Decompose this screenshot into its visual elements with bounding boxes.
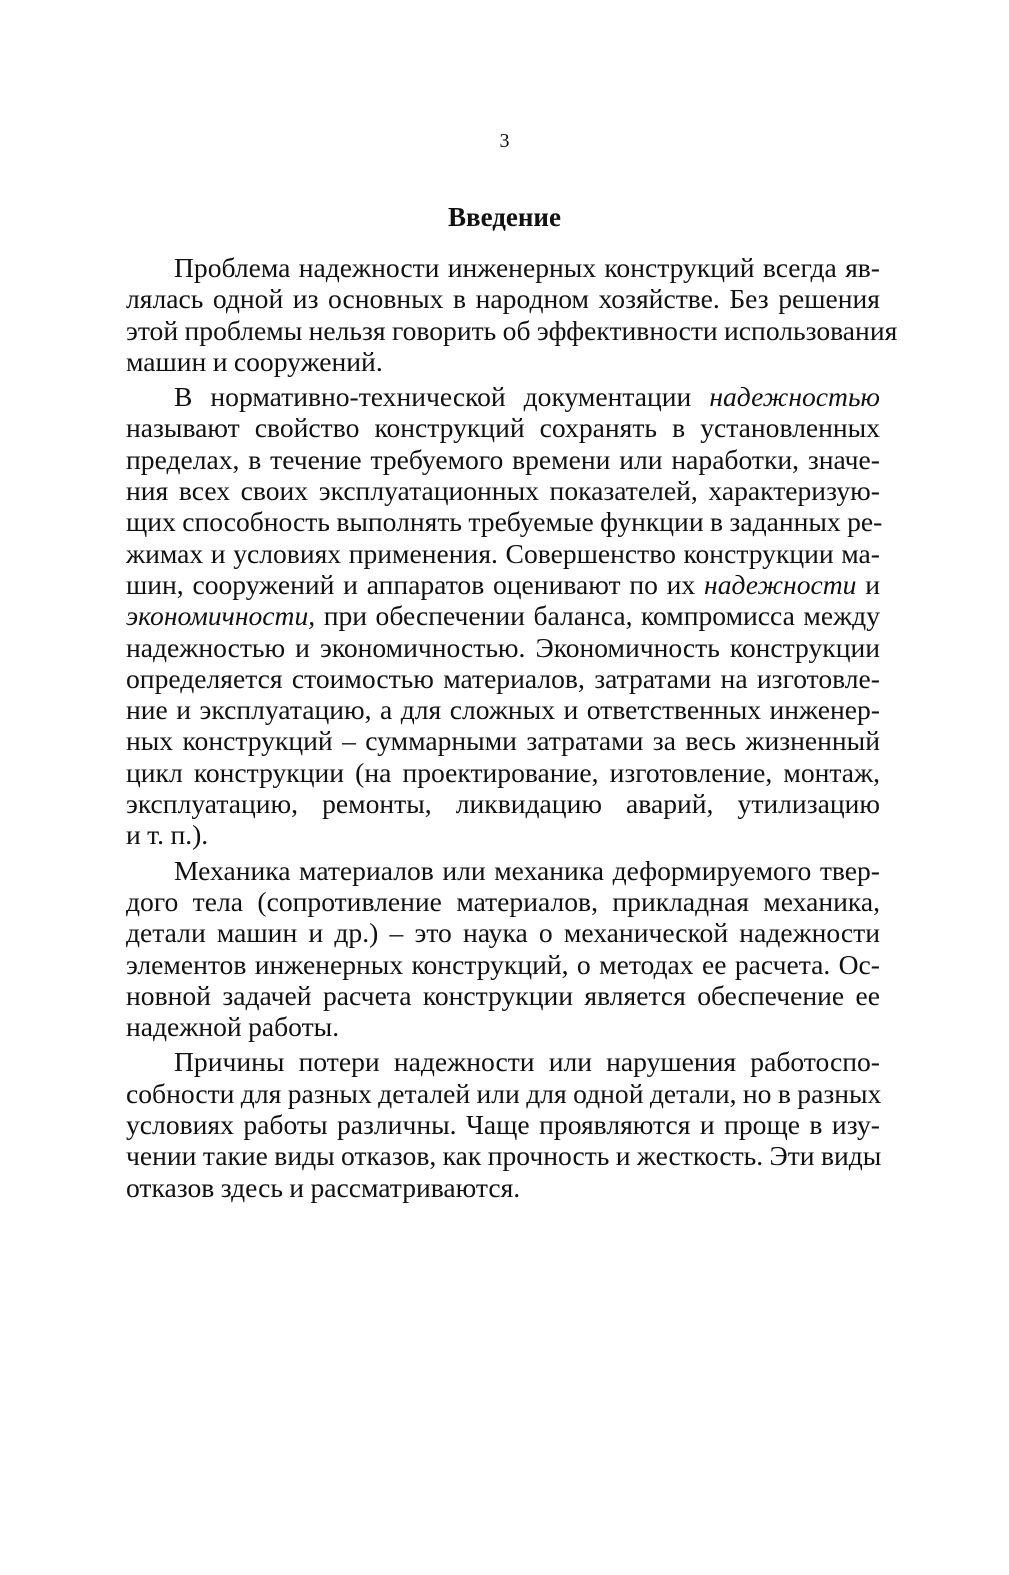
emphasized-term: экономичности, (126, 600, 316, 632)
text-line: машин и сооружений. (126, 345, 383, 377)
text-line: и т. п.). (126, 819, 209, 851)
paragraph (126, 1046, 880, 1202)
text-line: В нормативно-технической документации надежностью (174, 381, 880, 413)
text-line: экономичности, при обеспечении баланса, компромисса между (126, 600, 880, 632)
text-line: пределах, в течение требуемого времени или наработки, значе- (126, 443, 880, 475)
paragraph (126, 381, 883, 851)
text-line: отказов здесь и рассматриваются. (126, 1171, 521, 1203)
text-line: Механика материалов или механика деформируемого твер- (174, 854, 880, 886)
body-text (126, 252, 898, 1203)
text-line: новной задачей расчета конструкции является обеспечение ее (126, 979, 880, 1011)
text-line: чении такие виды отказов, как прочность и жесткость. Эти виды (126, 1140, 882, 1172)
text-line: этой проблемы нельзя говорить об эффективности использования (126, 314, 898, 346)
text-line: собности для разных деталей или для одной детали, но в разных (126, 1077, 882, 1109)
text-line: жимах и условиях применения. Совершенство конструкции ма- (126, 537, 880, 569)
text-line: шин, сооружений и аппаратов оценивают по их надежности и (126, 568, 881, 600)
text-line: условиях работы различны. Чаще проявляются и проще в изу- (126, 1109, 880, 1141)
emphasized-term: надежностью (709, 381, 880, 413)
text-line: ных конструкций – суммарными затратами за весь жизненный (126, 725, 880, 757)
page-number: 3 (499, 130, 510, 152)
text-line: цикл конструкции (на проектирование, изготовление, монтаж, (126, 756, 880, 788)
text-line: Проблема надежности инженерных конструкций всегда яв- (174, 252, 880, 283)
text-line: надежностью и экономичностью. Экономичность конструкции (126, 631, 880, 663)
paragraph (126, 855, 880, 1043)
text-line: называют свойство конструкций сохранять в установленных (126, 412, 880, 444)
text-line: ние и эксплуатацию, а для сложных и ответственных инженер- (126, 694, 880, 726)
text-line: надежной работы. (126, 1011, 340, 1043)
text-line: лялась одной из основных в народном хозяйстве. Без решения (126, 283, 880, 315)
text-line: дого тела (сопротивление материалов, прикладная механика, (126, 885, 880, 917)
text-line: детали машин и др.) – это наука о механической надежности (126, 917, 880, 949)
text-line: эксплуатацию, ремонты, ликвидацию аварий, утилизацию (126, 788, 880, 820)
paragraph (126, 252, 898, 377)
section-title: Введение (448, 202, 561, 232)
text-line: щих способность выполнять требуемые функции в заданных ре- (126, 506, 883, 538)
text-line: ния всех своих эксплуатационных показателей, характеризую- (126, 475, 880, 507)
text-line: элементов инженерных конструкций, о методах ее расчета. Ос- (126, 948, 880, 980)
text-line: Причины потери надежности или нарушения работоспо- (174, 1046, 880, 1078)
emphasized-term: надежности (704, 568, 857, 600)
text-line: определяется стоимостью материалов, затратами на изготовле- (126, 662, 880, 694)
